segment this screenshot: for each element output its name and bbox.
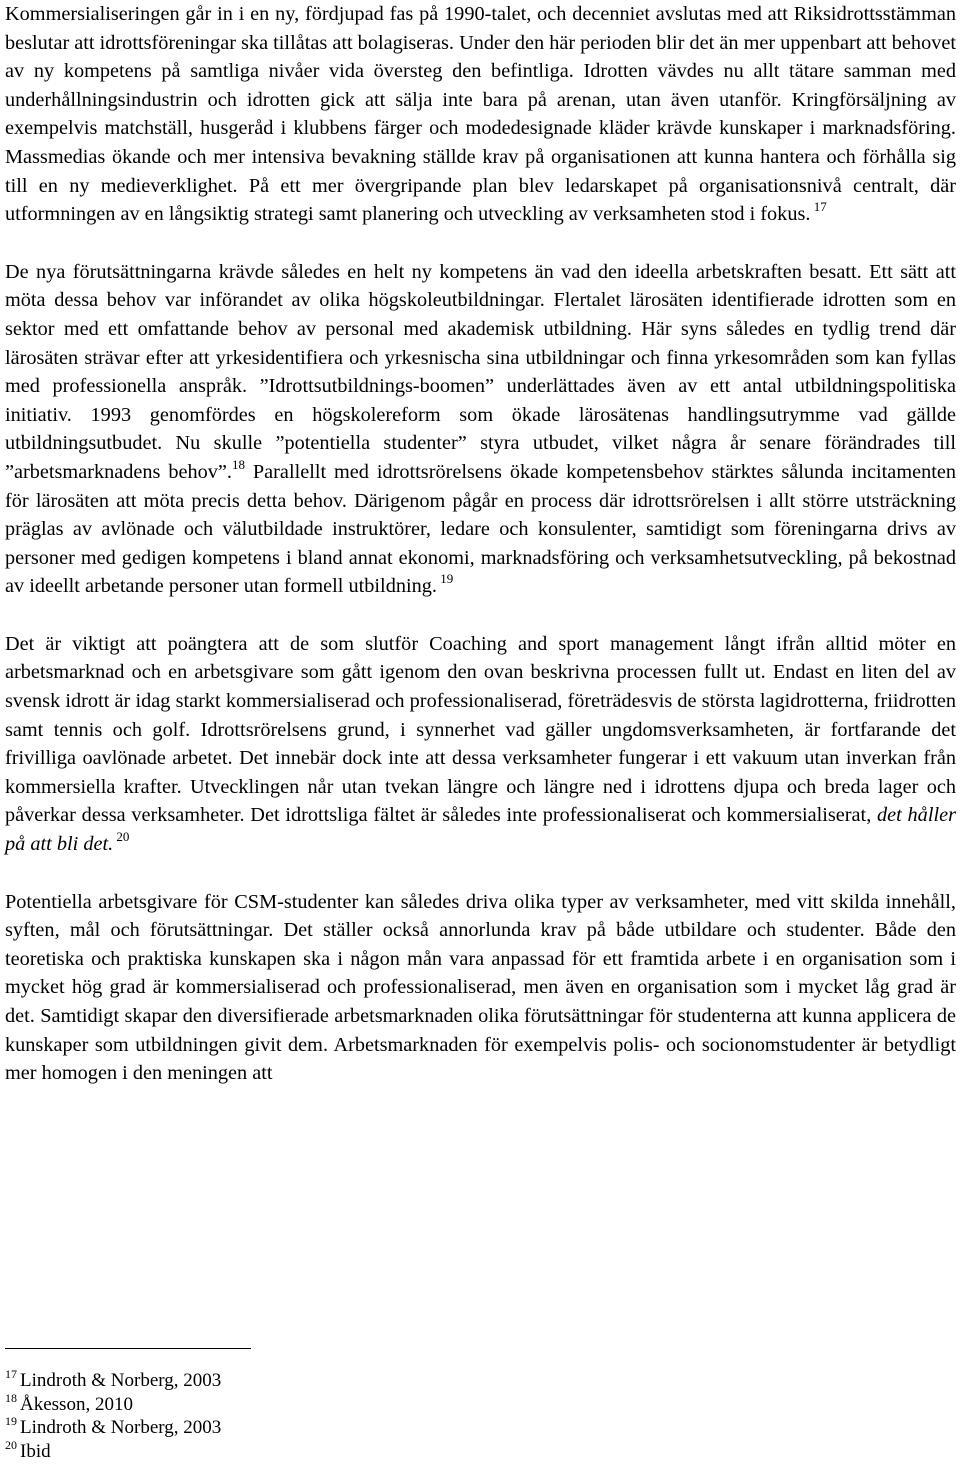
footnote-ref-20: 20 bbox=[113, 829, 130, 845]
footnote-text: Ibid bbox=[20, 1440, 51, 1462]
paragraph-text: Det är viktigt att poängtera att de som slutför Coaching and sport management långt ifrån alltid möter en arbetsmarknad och en arbetsgivare som gått igenom den ovan beskrivna processen fullt ut. Endast en liten del av svensk idrott är idag starkt kommersialiserad och professionaliserad, företrädesvis de största lagidrotterna, friidrotten samt tennis och golf. Idrottsrörelsens grund, i synnerhet vad gäller ungdomsverksamheten, är fortfarande det frivilliga oavlönade arbetet. Det innebär dock inte att dessa verksamheter fungerar i ett vakuum utan inverkan från kommersiella krafter. Utvecklingen når utan tvekan längre och längre ned i idrottens djupa och breda lager och påverkar dessa verksamheter. Det idrottsliga fältet är således inte professionaliserat och kommersialiserat, bbox=[5, 632, 956, 827]
paragraph-3 bbox=[5, 630, 956, 859]
footnote-text: Åkesson, 2010 bbox=[20, 1393, 133, 1415]
footnote-ref-19: 19 bbox=[436, 571, 454, 587]
footnote-19 bbox=[5, 1416, 221, 1440]
footnote-separator bbox=[5, 1348, 251, 1349]
paragraph-spacer bbox=[5, 601, 956, 630]
paragraph-4 bbox=[5, 888, 956, 1088]
footnote-number: 17 bbox=[5, 1367, 17, 1381]
paragraph-1 bbox=[5, 0, 956, 229]
footnote-20 bbox=[5, 1437, 221, 1464]
paragraph-spacer bbox=[5, 229, 956, 258]
paragraph-spacer bbox=[5, 859, 956, 888]
paragraph-2 bbox=[5, 258, 956, 601]
footnote-18 bbox=[5, 1390, 221, 1417]
paragraph-text: Potentiella arbetsgivare för CSM-studenter kan således driva olika typer av verksamheter, med vitt skilda innehåll, syften, mål och förutsättningar. Det ställer också annorlunda krav på både utbildare och studenter. Både den teoretiska och praktiska kunskapen ska i någon mån vara anpassad för ett framtida arbete i en organisation som i mycket hög grad är kommersialiserad och professionaliserad, men även en organisation som i mycket låg grad är det. Samtidigt skapar den diversifierade arbetsmarknaden olika förutsättningar för studenterna att kunna applicera de kunskaper som utbildningen givit dem. Arbetsmarknaden för exempelvis polis- och socionomstudenter är betydligt mer homogen i den meningen att bbox=[5, 890, 956, 1085]
footnote-ref-18: 18 bbox=[231, 456, 245, 472]
paragraph-text: De nya förutsättningarna krävde således en helt ny kompetens än vad den ideella arbetskraften besatt. Ett sätt att möta dessa behov var införandet av olika högskoleutbildningar. Flertalet lärosäten identifierade idrotten som en sektor med ett omfattande behov av personal med akademisk utbildning. Här syns således en tydlig trend där lärosäten strävar efter att yrkesidentifiera och yrkesnischa sina utbildningar och finna yrkesområden som kan fyllas med professionella anspråk. ”Idrottsutbildnings-boomen” underlättades även av ett antal utbildningspolitiska initiativ. 1993 genomfördes en högskolereform som ökade lärosätenas handlingsutrymme vad gällde utbildningsutbudet. Nu skulle ”potentiella studenter” styra utbudet, vilket några år senare förändrades till ”arbetsmarknadens behov”. bbox=[5, 260, 956, 483]
emphasized-text: det håller på att bli det. bbox=[5, 804, 956, 856]
paragraph-text: Parallellt med idrottsrörelsens ökade kompetensbehov stärktes sålunda incitamenten för lärosäten att möta precis detta behov. Därigenom pågår en process där idrottsrörelsen i allt större utsträckning präglas av avlönade och välutbildade instruktörer, ledare och konsulenter, samtidigt som föreningarna drivs av personer med gedigen kompetens i bland annat ekonomi, marknadsföring och verksamhetsutveckling, på bekostnad av ideellt arbetande personer utan formell utbildning. bbox=[5, 460, 957, 598]
footnote-number: 19 bbox=[5, 1414, 17, 1428]
footnote-ref-17: 17 bbox=[810, 199, 827, 215]
footnote-number: 18 bbox=[5, 1390, 17, 1405]
paragraph-text: Kommersialiseringen går in i en ny, fördjupad fas på 1990-talet, och decenniet avslutas med att Riksidrottsstämman beslutar att idrottsföreningar ska tillåtas att bolagiseras. Under den här perioden blir det än mer uppenbart att behovet av ny kompetens på samtliga nivåer vida översteg den befintliga. Idrotten vävdes nu allt tätare samman med underhållningsindustrin och idrotten gick att sälja inte bara på arenan, utan även utanför. Kringförsäljning av exempelvis matchställ, husgeråd i klubbens färger och modedesignade kläder krävde kunskaper i marknadsföring. Massmedias ökande och mer intensiva bevakning ställde krav på organisationen att kunna hantera och förhålla sig till en ny medieverklighet. På ett mer övergripande plan blev ledarskapet på organisationsnivå centralt, där utformningen av en långsiktig strategi samt planering och utveckling av verksamheten stod i fokus. bbox=[5, 3, 956, 226]
footnotes bbox=[5, 1369, 221, 1463]
footnote-17 bbox=[5, 1369, 221, 1393]
footnote-number: 20 bbox=[5, 1437, 17, 1452]
footnote-text: Lindroth & Norberg, 2003 bbox=[20, 1417, 222, 1438]
footnote-text: Lindroth & Norberg, 2003 bbox=[20, 1370, 222, 1391]
